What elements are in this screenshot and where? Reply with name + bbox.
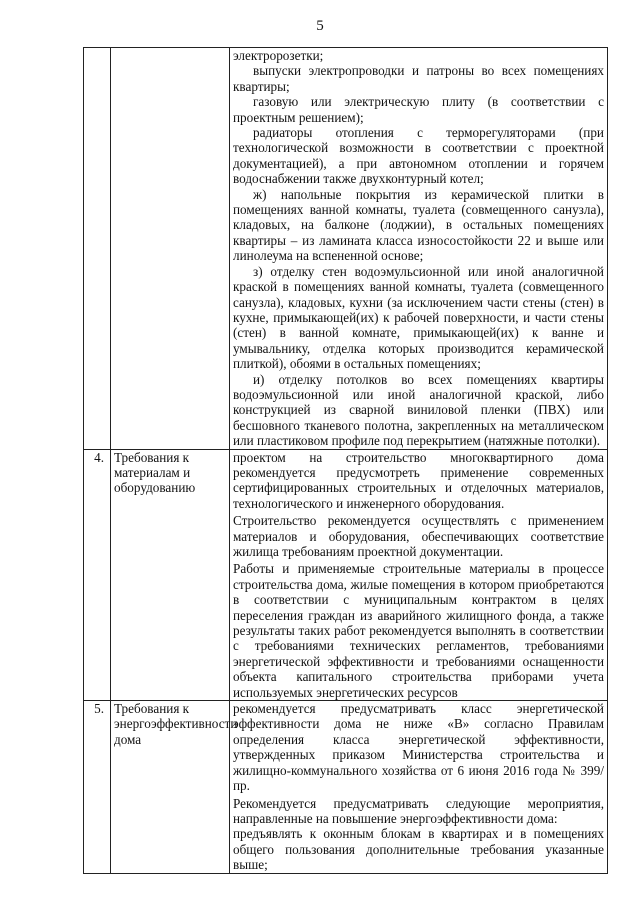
paragraph: электророзетки; [233, 48, 324, 63]
paragraph: газовую или электрическую плиту (в соответствии с проектным решением); [233, 94, 604, 125]
paragraph: Работы и применяемые строительные материалы в процессе строительства дома, жилые помещения в котором приобретаются в соответствии с муниципальным контрактом в целях переселения граждан из аварийного жилищного фонда, а также результаты таких работ рекомендуется выполнять в соответствии с требованиями технических регламентов, требованиями энергетической эффективности и требованиями оснащенности объекта капитального строительства приборами учета используемых энергетических ресурсов [233, 561, 604, 700]
paragraph: ж) напольные покрытия из керамической плитки в помещениях ванной комнаты, туалета (совмещенного санузла), кладовых, на балконе (лоджии), в остальных помещениях квартиры – из ламината класса износостойкости 22 и выше или линолеума на вспененной основе; [233, 186, 604, 264]
row-title: Требования к энергоэффективности дома [111, 701, 230, 873]
row-number [84, 48, 111, 450]
row-number: 5. [84, 701, 111, 873]
row-title [111, 48, 230, 450]
row-number: 4. [84, 449, 111, 701]
row-description [230, 48, 608, 450]
paragraph: рекомендуется предусматривать класс энергетической эффективности дома не ниже «В» согласно Правилам определения класса энергетической эффективности, утвержденных приказом Министерства строительства и жилищно-коммунального хозяйства от 6 июня 2016 года № 399/пр. [233, 701, 604, 794]
row-description [230, 449, 608, 701]
paragraph: з) отделку стен водоэмульсионной или иной аналогичной краской в помещениях ванной комнаты, туалета (совмещенного санузла), кладовых, кухни (за исключением части стены (стен) в кухне, примыкающей(их) к рабочей поверхности, и части стены (стен) в ванной комнате, примыкающей(их) к ванне и умывальнику, отделка которых производится керамической плиткой), обоями в остальных помещениях; [233, 263, 604, 372]
paragraph: Рекомендуется предусматривать следующие мероприятия, направленные на повышение энергоэффективности дома: [233, 795, 604, 826]
page-number: 5 [316, 18, 324, 34]
paragraph: Строительство рекомендуется осуществлять с применением материалов и оборудования, обеспечивающих соответствие жилища требованиям проектной документации. [233, 513, 604, 559]
paragraph: радиаторы отопления с терморегуляторами (при технологической возможности в соответствии с проектной документацией), а при автономном отоплении и горячем водоснабжении также двухконтурный котел; [233, 125, 604, 187]
row-title: Требования к материалам и оборудованию [111, 449, 230, 701]
paragraph: выпуски электропроводки и патроны во всех помещениях квартиры; [233, 63, 604, 94]
paragraph: и) отделку потолков во всех помещениях квартиры водоэмульсионной или иной аналогичной краской, либо конструкцией из сварной виниловой пленки (ПВХ) или бесшовного тканевого полотна, закрепленных на металлическом или пластиковом профиле под перекрытием (натяжные потолки). [233, 371, 604, 449]
table-row [84, 701, 608, 873]
paragraph: предъявлять к оконным блокам в квартирах и в помещениях общего пользования дополнительные требования указанные выше; [233, 826, 604, 873]
requirements-table [83, 47, 608, 874]
row-description [230, 701, 608, 873]
table-row [84, 48, 608, 450]
table-row [84, 449, 608, 701]
paragraph: проектом на строительство многоквартирного дома рекомендуется предусмотреть применение современных сертифицированных строительных и отделочных материалов, технологического и инженерного оборудования. [233, 449, 604, 511]
